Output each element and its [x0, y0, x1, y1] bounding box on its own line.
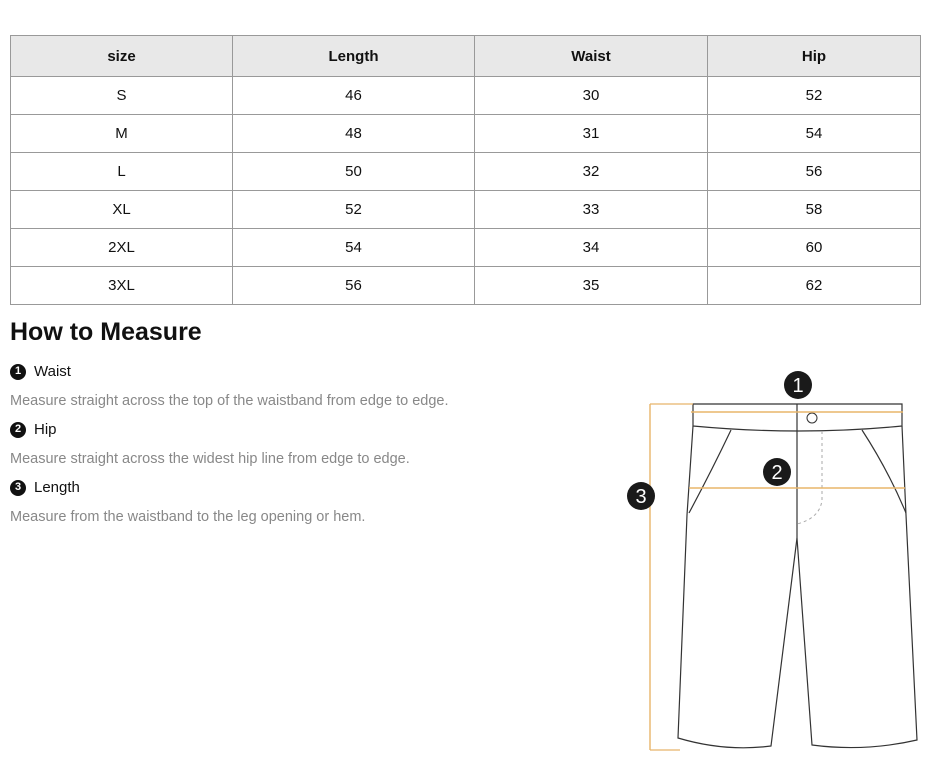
cell-hip: 52 — [708, 77, 921, 115]
cell-waist: 31 — [475, 115, 708, 153]
svg-text:3: 3 — [635, 486, 647, 508]
cell-length: 50 — [233, 153, 475, 191]
cell-size: 2XL — [11, 229, 233, 267]
svg-text:1: 1 — [792, 375, 804, 397]
step-waist — [10, 363, 71, 380]
table-row — [11, 229, 921, 267]
cell-hip: 56 — [708, 153, 921, 191]
svg-text:2: 2 — [771, 462, 783, 484]
cell-length: 54 — [233, 229, 475, 267]
column-header-size: size — [11, 36, 233, 77]
cell-length: 56 — [233, 267, 475, 305]
column-header-waist: Waist — [475, 36, 708, 77]
step-label: Hip — [34, 421, 57, 438]
cell-size: S — [11, 77, 233, 115]
how-to-measure-title: How to Measure — [10, 318, 202, 346]
size-chart-table — [10, 35, 921, 305]
cell-hip: 54 — [708, 115, 921, 153]
pants-measurement-diagram — [620, 365, 930, 760]
column-header-hip: Hip — [708, 36, 921, 77]
step-description: Measure straight across the widest hip line from edge to edge. — [10, 451, 410, 467]
step-hip — [10, 421, 57, 438]
cell-length: 52 — [233, 191, 475, 229]
cell-length: 48 — [233, 115, 475, 153]
cell-hip: 60 — [708, 229, 921, 267]
cell-waist: 33 — [475, 191, 708, 229]
marker-one-icon — [784, 371, 812, 399]
step-label: Length — [34, 479, 80, 496]
cell-size: 3XL — [11, 267, 233, 305]
cell-hip: 58 — [708, 191, 921, 229]
cell-waist: 34 — [475, 229, 708, 267]
table-row — [11, 191, 921, 229]
table-row — [11, 267, 921, 305]
cell-waist: 35 — [475, 267, 708, 305]
cell-hip: 62 — [708, 267, 921, 305]
number-three-icon: 3 — [10, 480, 26, 496]
fly-stitch — [797, 431, 822, 524]
cell-length: 46 — [233, 77, 475, 115]
number-two-icon: 2 — [10, 422, 26, 438]
step-description: Measure straight across the top of the waistband from edge to edge. — [10, 393, 449, 409]
cell-waist: 30 — [475, 77, 708, 115]
marker-three-icon — [627, 482, 655, 510]
step-description: Measure from the waistband to the leg opening or hem. — [10, 509, 366, 525]
table-row — [11, 115, 921, 153]
step-label: Waist — [34, 363, 71, 380]
pants-outline — [678, 404, 917, 748]
cell-waist: 32 — [475, 153, 708, 191]
cell-size: L — [11, 153, 233, 191]
table-row — [11, 153, 921, 191]
cell-size: M — [11, 115, 233, 153]
number-one-icon: 1 — [10, 364, 26, 380]
cell-size: XL — [11, 191, 233, 229]
table-header-row — [11, 36, 921, 77]
step-length — [10, 479, 80, 496]
table-row — [11, 77, 921, 115]
column-header-length: Length — [233, 36, 475, 77]
marker-two-icon — [763, 458, 791, 486]
